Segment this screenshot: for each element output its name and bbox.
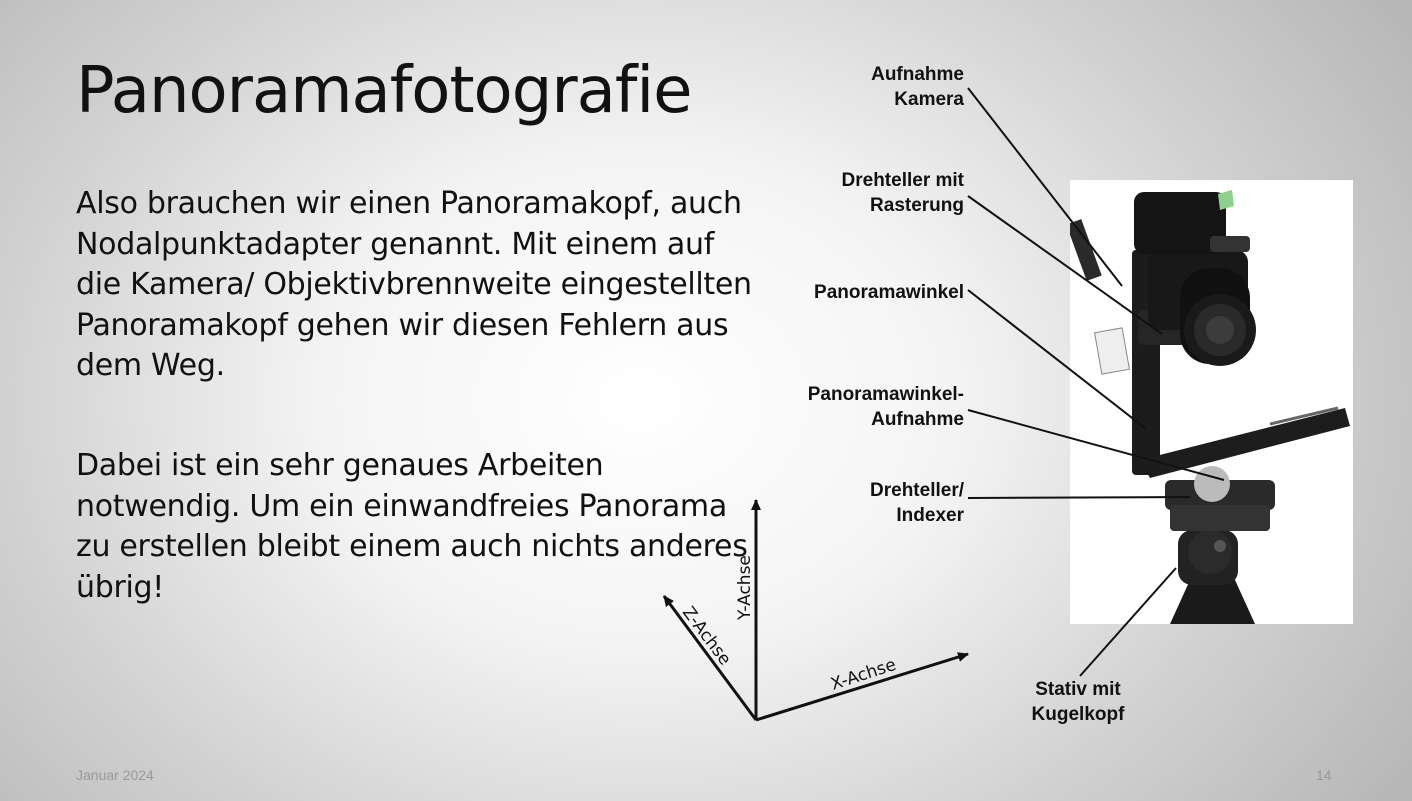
z-axis [664, 596, 756, 720]
x-axis [756, 654, 968, 720]
paragraph-1: Also brauchen wir einen Panoramakopf, auch Nodalpunktadapter genannt. Mit einem auf die Kamera/ Objektivbrennweite eingestellten Panoramakopf gehen wir diesen Fehlern aus dem Weg. [76, 186, 752, 383]
z-axis-label: Z-Achse [678, 602, 735, 670]
footer-date: Januar 2024 [76, 767, 154, 783]
panorama-head-illustration [1070, 180, 1353, 624]
callout-camera-mount: Aufnahme Kamera [871, 64, 964, 110]
x-axis-label: X-Achse [828, 654, 899, 695]
callout-panorama-bracket: Panoramawinkel [814, 282, 964, 303]
y-axis-label: Y-Achse [735, 555, 755, 620]
callout-tripod-ballhead: Stativ mit Kugelkopf [1031, 679, 1125, 725]
callout-indexer: Drehteller/ Indexer [870, 480, 964, 526]
paragraph-2: Dabei ist ein sehr genaues Arbeiten notwendig. Um ein einwandfreies Panorama zu erstellen bleibt einem auch nichts anderes übrig! [76, 448, 748, 605]
panorama-head-photo [1070, 180, 1353, 624]
callout-bracket-mount: Panoramawinkel- Aufnahme [807, 384, 964, 430]
callout-rotator-detent: Drehteller mit Rasterung [841, 170, 964, 216]
slide-number: 14 [1316, 767, 1332, 783]
slide-title: Panoramafotografie [76, 54, 692, 128]
